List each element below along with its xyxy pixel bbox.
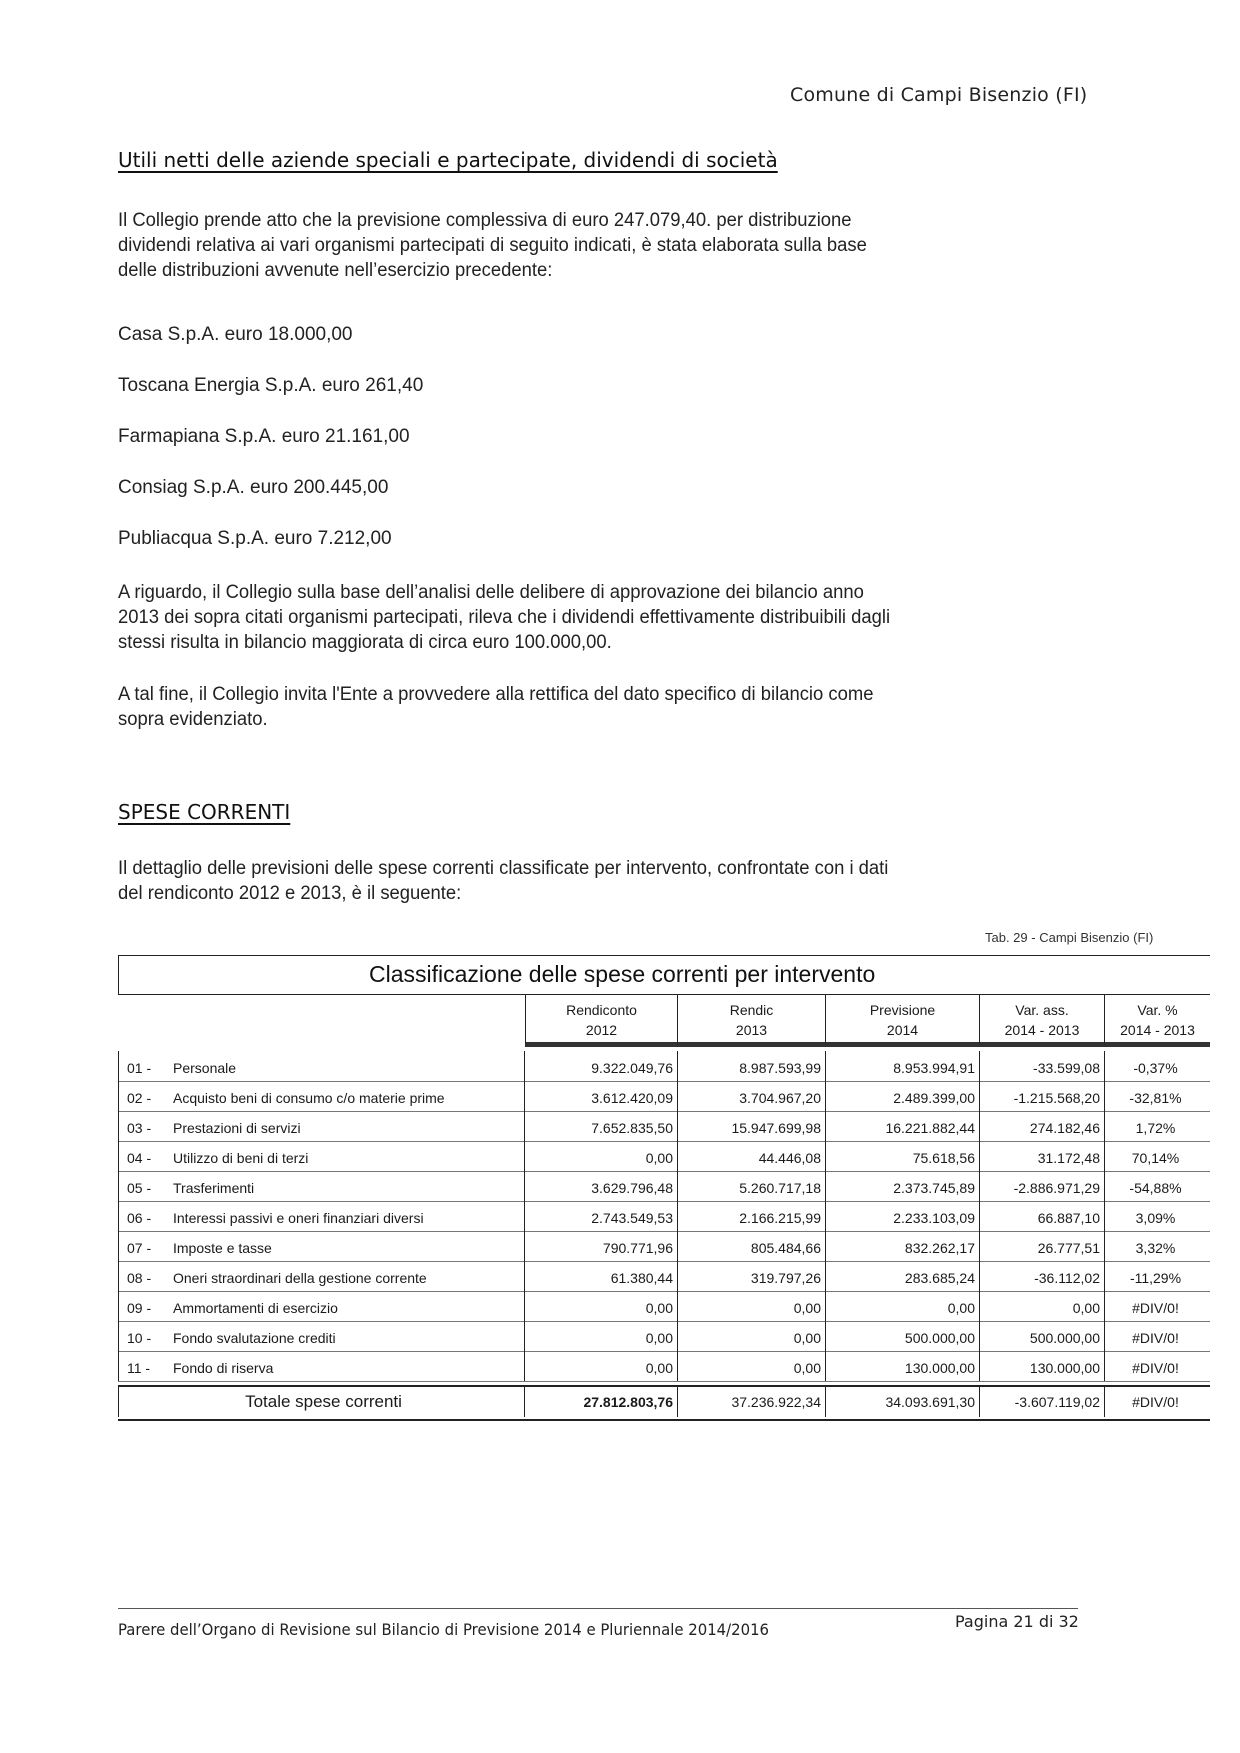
- column-header-var-ass: [980, 995, 1105, 1047]
- cell-intervento: [118, 1201, 525, 1231]
- cell-rendic-2013: 0,00: [678, 1321, 826, 1351]
- text-line: 2013 dei sopra citati organismi partecipati, rileva che i dividendi effettivamente distribuibili dagli: [118, 607, 891, 628]
- text-line: del rendiconto 2012 e 2013, è il seguente:: [118, 883, 462, 904]
- cell-rendiconto-2012: 61.380,44: [525, 1261, 678, 1291]
- intervento-label: Ammortamenti di esercizio: [173, 1300, 338, 1316]
- cell-rendic-2013: 319.797,26: [678, 1261, 826, 1291]
- cell-previsione-2014: 130.000,00: [826, 1351, 980, 1381]
- cell-rendic-2013: 2.166.215,99: [678, 1201, 826, 1231]
- total-var-pct: #DIV/0!: [1132, 1394, 1179, 1410]
- cell-var-abs: -1.215.568,20: [980, 1081, 1105, 1111]
- cell-var-pct: #DIV/0!: [1132, 1300, 1179, 1316]
- cell-rendiconto-2012: 3.629.796,48: [525, 1171, 678, 1201]
- cell-previsione-2014: 2.373.745,89: [826, 1171, 980, 1201]
- cell-rendiconto-2012: 0,00: [525, 1351, 678, 1381]
- paragraph-intro-dividends: [118, 208, 867, 283]
- company-item: Publiacqua S.p.A. euro 7.212,00: [118, 528, 392, 549]
- text-line: dividendi relativa ai vari organismi partecipati di seguito indicati, è stata elaborata sulla base: [118, 235, 867, 256]
- intervento-code: 01 -: [127, 1060, 152, 1076]
- text-line: Il Collegio prende atto che la previsione complessiva di euro 247.079,40. per distribuzione: [118, 210, 852, 231]
- table-row: [118, 1081, 1210, 1112]
- cell-rendiconto-2012: 0,00: [525, 1141, 678, 1171]
- table-row: [118, 1141, 1210, 1172]
- column-header-line: 2014 - 2013: [1004, 1022, 1080, 1038]
- cell-previsione-2014: 0,00: [826, 1291, 980, 1321]
- intervento-label: Prestazioni di servizi: [173, 1120, 301, 1136]
- column-header-line: Var. %: [1137, 1002, 1178, 1018]
- cell-var-abs: -36.112,02: [980, 1261, 1105, 1291]
- table-row: [118, 1291, 1210, 1322]
- cell-intervento: [118, 1141, 525, 1171]
- cell-previsione-2014: 500.000,00: [826, 1321, 980, 1351]
- cell-var-abs: 130.000,00: [980, 1351, 1105, 1381]
- intervento-label: Imposte e tasse: [173, 1240, 272, 1256]
- column-header-line: 2013: [735, 1022, 768, 1038]
- cell-rendiconto-2012: 9.322.049,76: [525, 1051, 678, 1081]
- intervento-code: 07 -: [127, 1240, 152, 1256]
- cell-var-abs: 66.887,10: [980, 1201, 1105, 1231]
- cell-var-pct: #DIV/0!: [1132, 1360, 1179, 1376]
- cell-var-pct: 3,09%: [1135, 1210, 1176, 1226]
- column-header-rendic-2013: [678, 995, 826, 1047]
- cell-var-pct: -11,29%: [1129, 1270, 1182, 1286]
- intervento-label: Acquisto beni di consumo c/o materie prime: [173, 1090, 445, 1106]
- intervento-label: Trasferimenti: [173, 1180, 255, 1196]
- column-header-line: Rendic: [729, 1002, 774, 1018]
- cell-var-pct: #DIV/0!: [1132, 1330, 1179, 1346]
- cell-var-abs: 0,00: [980, 1291, 1105, 1321]
- total-var-abs: -3.607.119,02: [980, 1387, 1105, 1417]
- column-header-line: 2012: [585, 1022, 618, 1038]
- table-reference-label: Tab. 29 - Campi Bisenzio (FI): [985, 930, 1154, 945]
- cell-var-abs: -33.599,08: [980, 1051, 1105, 1081]
- intervento-code: 05 -: [127, 1180, 152, 1196]
- total-2012: 27.812.803,76: [525, 1387, 678, 1417]
- paragraph-rectification: [118, 682, 873, 732]
- intervento-code: 08 -: [127, 1270, 152, 1286]
- cell-intervento: [118, 1291, 525, 1321]
- column-header-line: 2014: [886, 1022, 919, 1038]
- company-item: Casa S.p.A. euro 18.000,00: [118, 324, 353, 345]
- text-line: Il dettaglio delle previsioni delle spese correnti classificate per intervento, confrontate con i dati: [118, 858, 889, 879]
- cell-previsione-2014: 8.953.994,91: [826, 1051, 980, 1081]
- cell-rendic-2013: 3.704.967,20: [678, 1081, 826, 1111]
- section-title-spese-correnti: SPESE CORRENTI: [118, 800, 291, 824]
- cell-var-pct: -54,88%: [1129, 1180, 1182, 1196]
- cell-previsione-2014: 2.233.103,09: [826, 1201, 980, 1231]
- table-title: Classificazione delle spese correnti per intervento: [369, 961, 876, 987]
- text-line: stessi risulta in bilancio maggiorata di circa euro 100.000,00.: [118, 632, 612, 653]
- text-line: delle distribuzioni avvenute nell’esercizio precedente:: [118, 260, 553, 281]
- intervento-code: 04 -: [127, 1150, 152, 1166]
- cell-rendiconto-2012: 0,00: [525, 1291, 678, 1321]
- cell-rendiconto-2012: 2.743.549,53: [525, 1201, 678, 1231]
- table-row: [118, 1321, 1210, 1352]
- cell-intervento: [118, 1171, 525, 1201]
- table-row: [118, 1171, 1210, 1202]
- cell-rendic-2013: 15.947.699,98: [678, 1111, 826, 1141]
- column-header-line: Previsione: [869, 1002, 936, 1018]
- company-item: Consiag S.p.A. euro 200.445,00: [118, 477, 389, 498]
- cell-previsione-2014: 832.262,17: [826, 1231, 980, 1261]
- cell-var-pct: -32,81%: [1129, 1090, 1182, 1106]
- cell-rendiconto-2012: 790.771,96: [525, 1231, 678, 1261]
- table-title-box: [118, 955, 1210, 995]
- text-line: A tal fine, il Collegio invita l'Ente a provvedere alla rettifica del dato specifico di bilancio come: [118, 684, 874, 705]
- column-header-line: 2014 - 2013: [1120, 1022, 1195, 1038]
- intervento-code: 06 -: [127, 1210, 152, 1226]
- table-row: [118, 1261, 1210, 1292]
- cell-var-pct: -0,37%: [1133, 1060, 1178, 1076]
- cell-rendiconto-2012: 0,00: [525, 1321, 678, 1351]
- cell-rendiconto-2012: 7.652.835,50: [525, 1111, 678, 1141]
- cell-intervento: [118, 1111, 525, 1141]
- company-item: Toscana Energia S.p.A. euro 261,40: [118, 375, 424, 396]
- intervento-label: Oneri straordinari della gestione corrente: [173, 1270, 427, 1286]
- cell-var-pct: 1,72%: [1135, 1120, 1176, 1136]
- cell-previsione-2014: 283.685,24: [826, 1261, 980, 1291]
- column-header-line: Rendiconto: [566, 1002, 637, 1018]
- intervento-code: 03 -: [127, 1120, 152, 1136]
- intervento-code: 02 -: [127, 1090, 152, 1106]
- cell-rendiconto-2012: 3.612.420,09: [525, 1081, 678, 1111]
- column-header-rendiconto-2012: [525, 995, 678, 1047]
- header-entity: Comune di Campi Bisenzio (FI): [790, 84, 1088, 106]
- paragraph-analysis: [118, 580, 890, 655]
- text-line: sopra evidenziato.: [118, 709, 268, 730]
- total-2014: 34.093.691,30: [826, 1387, 980, 1417]
- intervento-label: Fondo di riserva: [173, 1360, 274, 1376]
- cell-rendic-2013: 0,00: [678, 1291, 826, 1321]
- cell-rendic-2013: 0,00: [678, 1351, 826, 1381]
- cell-var-pct: 70,14%: [1131, 1150, 1180, 1166]
- intervento-code: 09 -: [127, 1300, 152, 1316]
- cell-intervento: [118, 1321, 525, 1351]
- cell-intervento: [118, 1351, 525, 1381]
- footer-page-number: Pagina 21 di 32: [955, 1612, 1079, 1631]
- cell-var-pct: 3,32%: [1135, 1240, 1176, 1256]
- cell-previsione-2014: 16.221.882,44: [826, 1111, 980, 1141]
- table-row: [118, 1051, 1210, 1082]
- column-header-var-pct: [1105, 995, 1210, 1047]
- cell-rendic-2013: 8.987.593,99: [678, 1051, 826, 1081]
- company-item: Farmapiana S.p.A. euro 21.161,00: [118, 426, 410, 447]
- table-row: [118, 1111, 1210, 1142]
- intervento-code: 10 -: [127, 1330, 152, 1346]
- cell-rendic-2013: 44.446,08: [678, 1141, 826, 1171]
- cell-intervento: [118, 1261, 525, 1291]
- cell-previsione-2014: 75.618,56: [826, 1141, 980, 1171]
- section-title-dividends: Utili netti delle aziende speciali e partecipate, dividendi di società: [118, 148, 778, 172]
- intervento-code: 11 -: [127, 1360, 151, 1376]
- intervento-label: Interessi passivi e oneri finanziari diversi: [173, 1210, 424, 1226]
- cell-var-abs: 31.172,48: [980, 1141, 1105, 1171]
- intervento-label: Fondo svalutazione crediti: [173, 1330, 336, 1346]
- cell-rendic-2013: 805.484,66: [678, 1231, 826, 1261]
- total-2013: 37.236.922,34: [678, 1387, 826, 1417]
- cell-intervento: [118, 1051, 525, 1081]
- column-header-line: Var. ass.: [1015, 1002, 1069, 1018]
- footer-document-title: Parere dell’Organo di Revisione sul Bilancio di Previsione 2014 e Pluriennale 2014/2016: [118, 1620, 770, 1639]
- intervento-label: Utilizzo di beni di terzi: [173, 1150, 309, 1166]
- intervento-label: Personale: [173, 1060, 237, 1076]
- cell-intervento: [118, 1081, 525, 1111]
- cell-var-abs: -2.886.971,29: [980, 1171, 1105, 1201]
- table-total-row: [118, 1385, 1210, 1421]
- cell-previsione-2014: 2.489.399,00: [826, 1081, 980, 1111]
- cell-rendic-2013: 5.260.717,18: [678, 1171, 826, 1201]
- table-row: [118, 1231, 1210, 1262]
- column-header-previsione-2014: [826, 995, 980, 1047]
- table-row: [118, 1201, 1210, 1232]
- footer-divider: [118, 1608, 1078, 1609]
- paragraph-intro-spese: [118, 856, 888, 906]
- table-row: [118, 1351, 1210, 1382]
- cell-intervento: [118, 1231, 525, 1261]
- text-line: A riguardo, il Collegio sulla base dell’analisi delle delibere di approvazione dei bilancio anno: [118, 582, 864, 603]
- total-label: Totale spese correnti: [118, 1387, 525, 1417]
- cell-var-abs: 500.000,00: [980, 1321, 1105, 1351]
- cell-var-abs: 274.182,46: [980, 1111, 1105, 1141]
- cell-var-abs: 26.777,51: [980, 1231, 1105, 1261]
